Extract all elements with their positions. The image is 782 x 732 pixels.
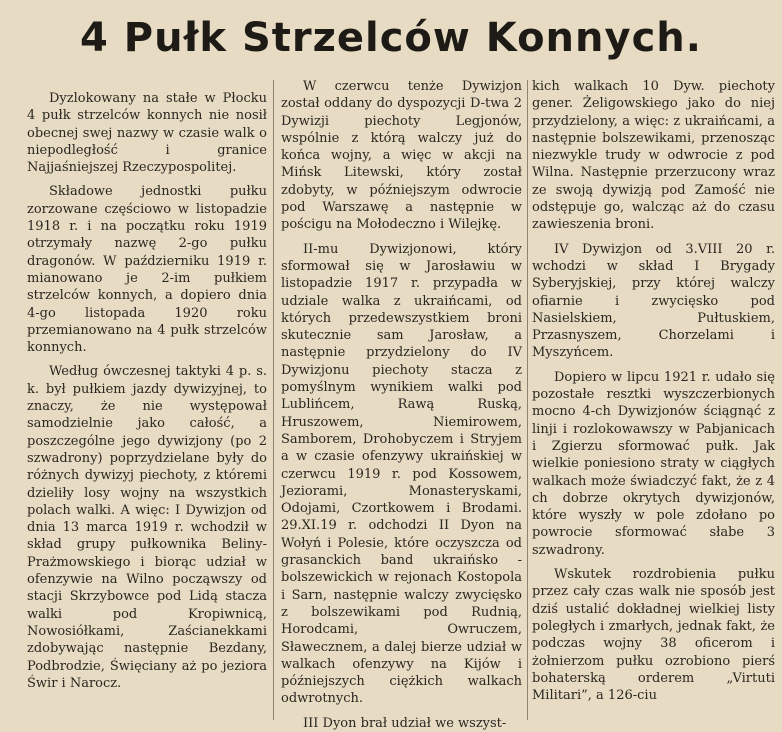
article-body xyxy=(0,78,782,731)
paragraph: Dopiero w lipcu 1921 r. udało się pozostałe resztki wyszczerbionych mocno 4-ch Dywizjonów ściągnąć z linji i rozlokowawszy w Pabjanicach i Zgierzu sformować pułk. Jak wielkie poniesiono straty w ciągłych walkach może świadczyć fakt, że z 4 ch dobrze okrytych dywizjonów, które wyszły w pole zdołano po powrocie sformować słabe 3 szwadrony. xyxy=(532,369,775,558)
article-title: 4 Pułk Strzelców Konnych. xyxy=(80,15,702,61)
paragraph: Według ówczesnej taktyki 4 p. s. k. był pułkiem jazdy dywizyjnej, to znaczy, że nie występował samodzielnie jako całość, a poszczególne jego dywizjony (po 2 szwadrony) poprzydzielane były do różnych dywizyj piechoty, z któremi dzieliły losy wojny na wszystkich polach walki. A więc: I Dywizjon od dnia 13 marca 1919 r. wchodził w skład grupy pułkownika Beliny-Prażmowskiego i biorąc udział w ofenzywie na Wilno począwszy od stacji Skrzybowce pod Lidą stacza walki pod Kropiwnicą, Nowosiółkami, Zaścianekkami zdobywając następnie Bezdany, Podbrodzie, Święciany aż po jeziora Świr i Narocz. xyxy=(27,364,267,691)
column-2 xyxy=(281,78,522,731)
paragraph: Wskutek rozdrobienia pułku przez cały czas walk nie sposób jest dziś ustalić dokładnej wielkiej listy poległych i zmarłych, jednak fakt, że podczas wojny 38 oficerom i żołnierzom pułku ozrobiono pierś bohaterską orderem „Virtuti Militari”, a 126-ciu xyxy=(532,567,775,704)
column-1 xyxy=(27,90,267,724)
paragraph: IV Dywizjon od 3.VIII 20 r. wchodzi w skład I Brygady Syberyjskiej, przy której walczy ofiarnie i zwycięsko pod Nasielskiem, Pułtuskiem, Przasnyszem, Chorzelami i Myszyńcem. xyxy=(532,241,775,361)
column-3 xyxy=(532,78,775,712)
paragraph: W czerwcu tenże Dywizjon został oddany do dyspozycji D-twa 2 Dywizji piechoty Legjonów, wspólnie z którą walczy już do końca wojny, a więc w akcji na Mińsk Litewski, który został zdobyty, w późniejszym odwrocie pod Warszawę a następnie w pościgu na Mołodeczno i Wilejkę. xyxy=(281,79,522,233)
column-divider xyxy=(527,80,528,720)
paragraph: kich walkach 10 Dyw. piechoty gener. Żeligowskiego jako do niej przydzielony, a więc: z ukraińcami, a następnie bolszewikami, przenosząc niezwykle trudy w odwrocie z pod Wilna. Następnie przerzucony wraz ze swoją dywizją pod Zamość nie odstępuje go, walcząc aż do czasu zawieszenia broni. xyxy=(532,79,775,233)
paragraph: Dyzlokowany na stałe w Płocku 4 pułk strzelców konnych nie nosił obecnej swej nazwy w czasie walk o niepodległość i granice Najjaśniejszej Rzeczypospolitej. xyxy=(27,91,267,176)
paragraph: III Dyon brał udział we wszyst- xyxy=(303,715,507,731)
column-divider xyxy=(273,80,274,720)
paragraph: Składowe jednostki pułku zorzowane częściowo w listopadzie 1918 r. i na początku roku 1919 otrzymały nazwę 2-go pułku dragonów. W październiku 1919 r. mianowano je 2-im pułkiem strzelców konnych, a dopiero dnia 4-go listopada 1920 roku przemianowano na 4 pułk strzelców konnych. xyxy=(27,184,267,356)
paragraph: II-mu Dywizjonowi, który sformował się w Jarosławiu w listopadzie 1917 r. przypadła w udziale walka z ukraińcami, od których przedewszystkiem broni skutecznie sam Jarosław, a następnie przydzielony do IV Dywizjonu piechoty stacza z pomyślnym wynikiem walki pod Lublińcem, Rawą Ruską, Hruszowem, Niemirowem, Samborem, Drohobyczem i Stryjem a w czasie ofenzywy ukraińskiej w czerwcu 1919 r. pod Kossowem, Jeziorami, Monasteryskami, Odojami, Czortkowem i Brodami. 29.XI.19 r. odchodzi II Dyon na Wołyń i Polesie, które oczyszcza od grasanckich band ukraińsko - bolszewickich w rejonach Kostopola i Sarn, następnie walczy zwycięsko z bolszewikami pod Rudnią, Horodcami, Owruczem, Sławecznem, a dalej bierze udział w walkach ofenzywy na Kijów i późniejszych ciężkich walkach odwrotnych. xyxy=(281,241,522,707)
